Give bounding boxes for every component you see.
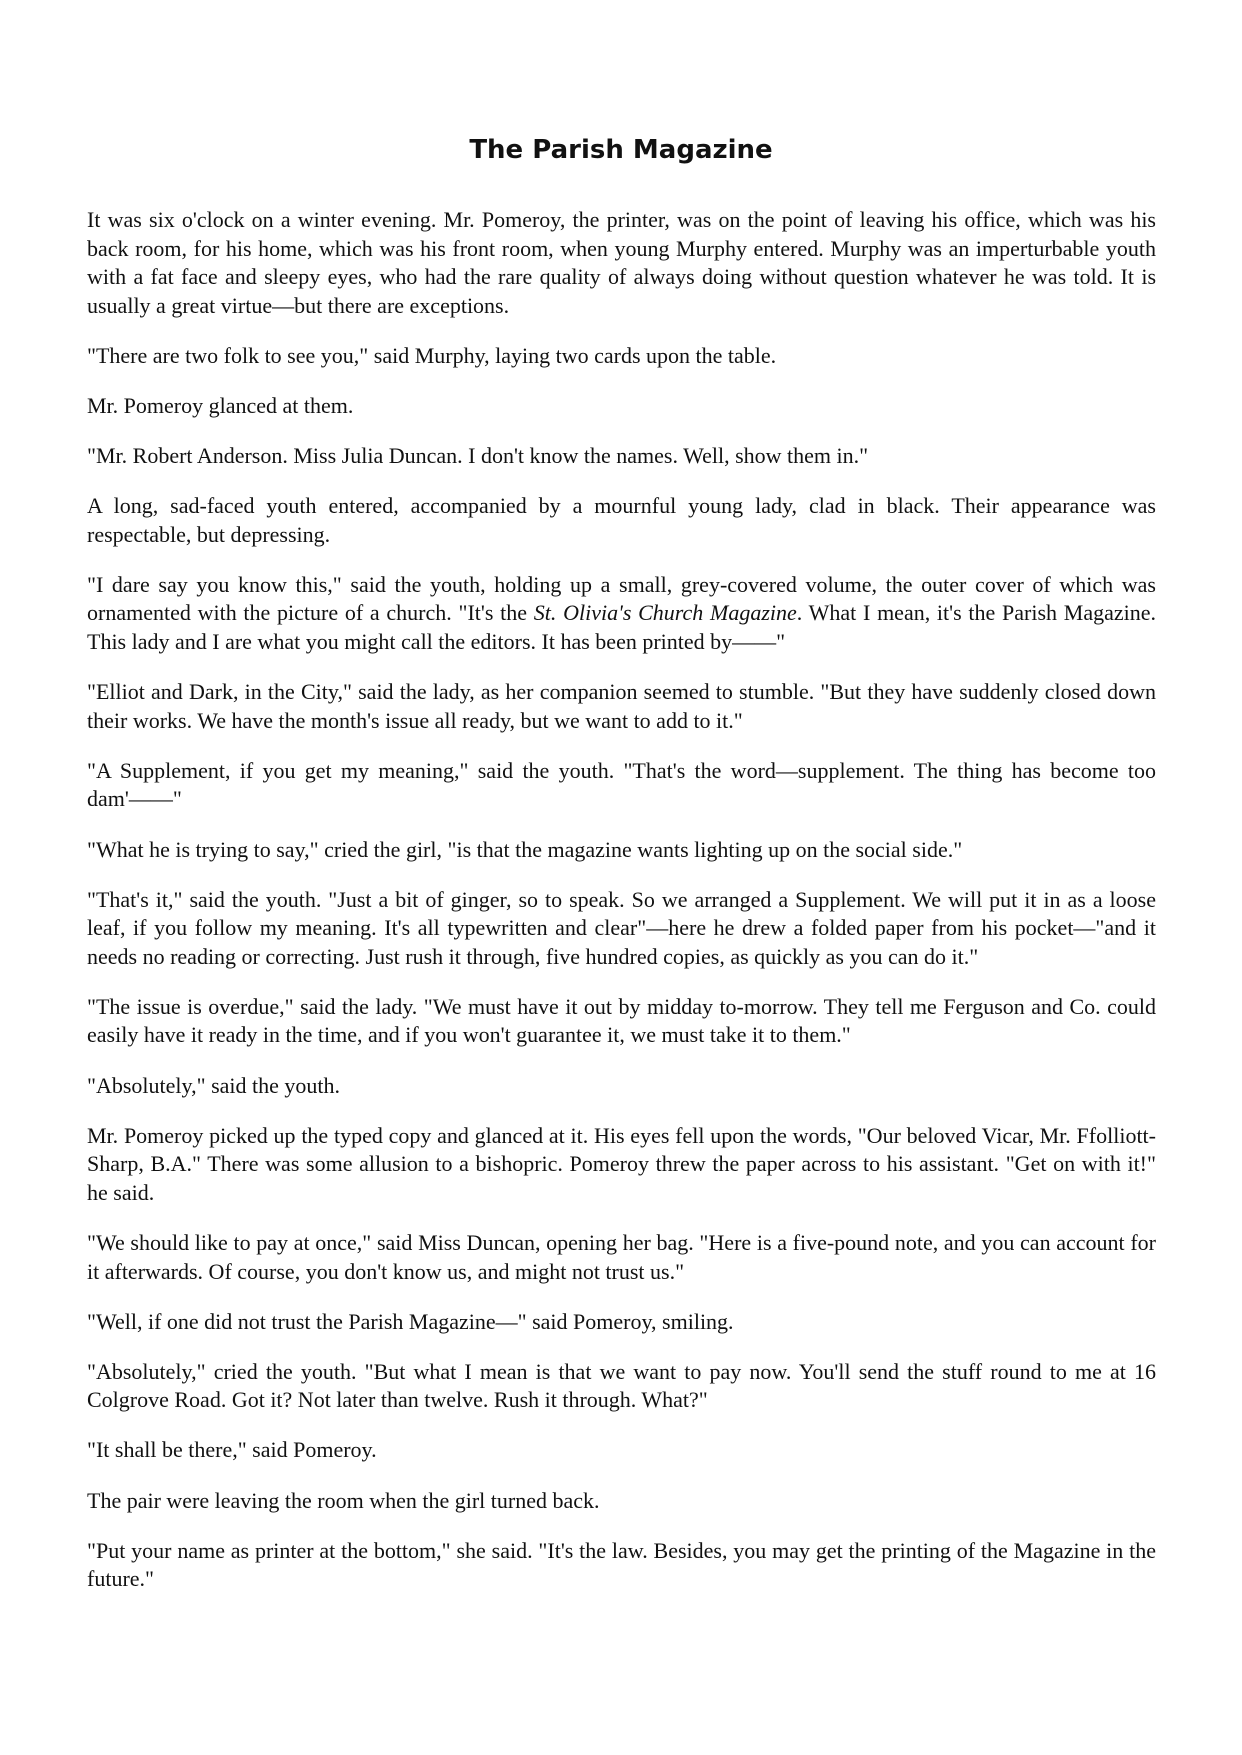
paragraph-text: . What I mean, it's the Parish Magazine. This lady and I are what you might call the editors. It has been printed by——" — [87, 600, 1156, 655]
paragraph — [87, 206, 1156, 320]
paragraph-text: It was six o'clock on a winter evening. Mr. Pomeroy, the printer, was on the point of leaving his office, which was his back room, for his home, which was his front room, when young Murphy entered. Murphy was an imperturbable youth with a fat face and sleepy eyes, who had the rare quality of always doing without question whatever he was told. It is usually a great virtue—but there are exceptions. — [87, 207, 1156, 318]
paragraph — [87, 1122, 1156, 1208]
paragraph — [87, 392, 1156, 421]
paragraph — [87, 886, 1156, 972]
paragraph — [87, 492, 1156, 549]
paragraph — [87, 1308, 1156, 1337]
paragraph — [87, 342, 1156, 371]
paragraph-text: "There are two folk to see you," said Murphy, laying two cards upon the table. — [87, 342, 777, 368]
paragraph — [87, 1072, 1156, 1101]
paragraph-text: Mr. Pomeroy picked up the typed copy and glanced at it. His eyes fell upon the words, "Our beloved Vicar, Mr. Ffolliott-Sharp, B.A." There was some allusion to a bishopric. Pomeroy threw the paper across to his assistant. "Get on with it!" he said. — [87, 1122, 1156, 1205]
paragraph-text: A long, sad-faced youth entered, accompanied by a mournful young lady, clad in black. Their appearance was respectable, but depressing. — [87, 493, 1156, 547]
paragraph — [87, 1537, 1156, 1594]
paragraph-text: "What he is trying to say," cried the girl, "is that the magazine wants lighting up on the social side." — [87, 836, 963, 862]
paragraph — [87, 571, 1156, 657]
paragraph-text: "We should like to pay at once," said Miss Duncan, opening her bag. "Here is a five-pound note, and you can account for it afterwards. Of course, you don't know us, and might not trust us." — [87, 1229, 1156, 1284]
paragraph-text: "It shall be there," said Pomeroy. — [87, 1437, 377, 1463]
paragraph — [87, 993, 1156, 1050]
paragraph-text: "Absolutely," said the youth. — [87, 1072, 341, 1098]
paragraph-text: "A Supplement, if you get my meaning," said the youth. "That's the word—supplement. The thing has become too dam'——" — [87, 757, 1156, 812]
paragraph-text: Mr. Pomeroy glanced at them. — [87, 392, 354, 418]
paragraph-text: "Mr. Robert Anderson. Miss Julia Duncan. I don't know the names. Well, show them in." — [87, 443, 869, 469]
paragraph — [87, 1487, 1156, 1516]
italic-title-text: St. Olivia's Church Magazine — [533, 600, 797, 626]
paragraph — [87, 1436, 1156, 1465]
paragraph — [87, 442, 1156, 471]
paragraph-text: "I dare say you know this," said the youth, holding up a small, grey-covered volume, the outer cover of which was ornamented with the picture of a church. "It's the — [87, 571, 1156, 626]
paragraph-text: The pair were leaving the room when the girl turned back. — [87, 1487, 600, 1513]
page-title: The Parish Magazine — [469, 135, 773, 165]
paragraph — [87, 1229, 1156, 1286]
paragraph — [87, 1358, 1156, 1415]
document-body — [87, 206, 1156, 1594]
paragraph-text: "The issue is overdue," said the lady. "We must have it out by midday to-morrow. They tell me Ferguson and Co. could easily have it ready in the time, and if you won't guarantee it, we must take it to them." — [87, 993, 1156, 1048]
paragraph — [87, 836, 1156, 865]
paragraph-text: "Well, if one did not trust the Parish Magazine—" said Pomeroy, smiling. — [87, 1308, 734, 1334]
paragraph — [87, 678, 1156, 735]
paragraph-text: "Put your name as printer at the bottom," she said. "It's the law. Besides, you may get the printing of the Magazine in the future." — [87, 1537, 1156, 1592]
paragraph-text: "That's it," said the youth. "Just a bit of ginger, so to speak. So we arranged a Supplement. We will put it in as a loose leaf, if you follow my meaning. It's all typewritten and clear"—here he drew a folded paper from his pocket—"and it needs no reading or correcting. Just rush it through, five hundred copies, as quickly as you can do it." — [87, 886, 1156, 969]
paragraph — [87, 757, 1156, 814]
paragraph-text: "Elliot and Dark, in the City," said the lady, as her companion seemed to stumble. "But they have suddenly closed down their works. We have the month's issue all ready, but we want to add to it." — [87, 679, 1156, 733]
paragraph-text: "Absolutely," cried the youth. "But what I mean is that we want to pay now. You'll send the stuff round to me at 16 Colgrove Road. Got it? Not later than twelve. Rush it through. What?" — [87, 1358, 1156, 1413]
